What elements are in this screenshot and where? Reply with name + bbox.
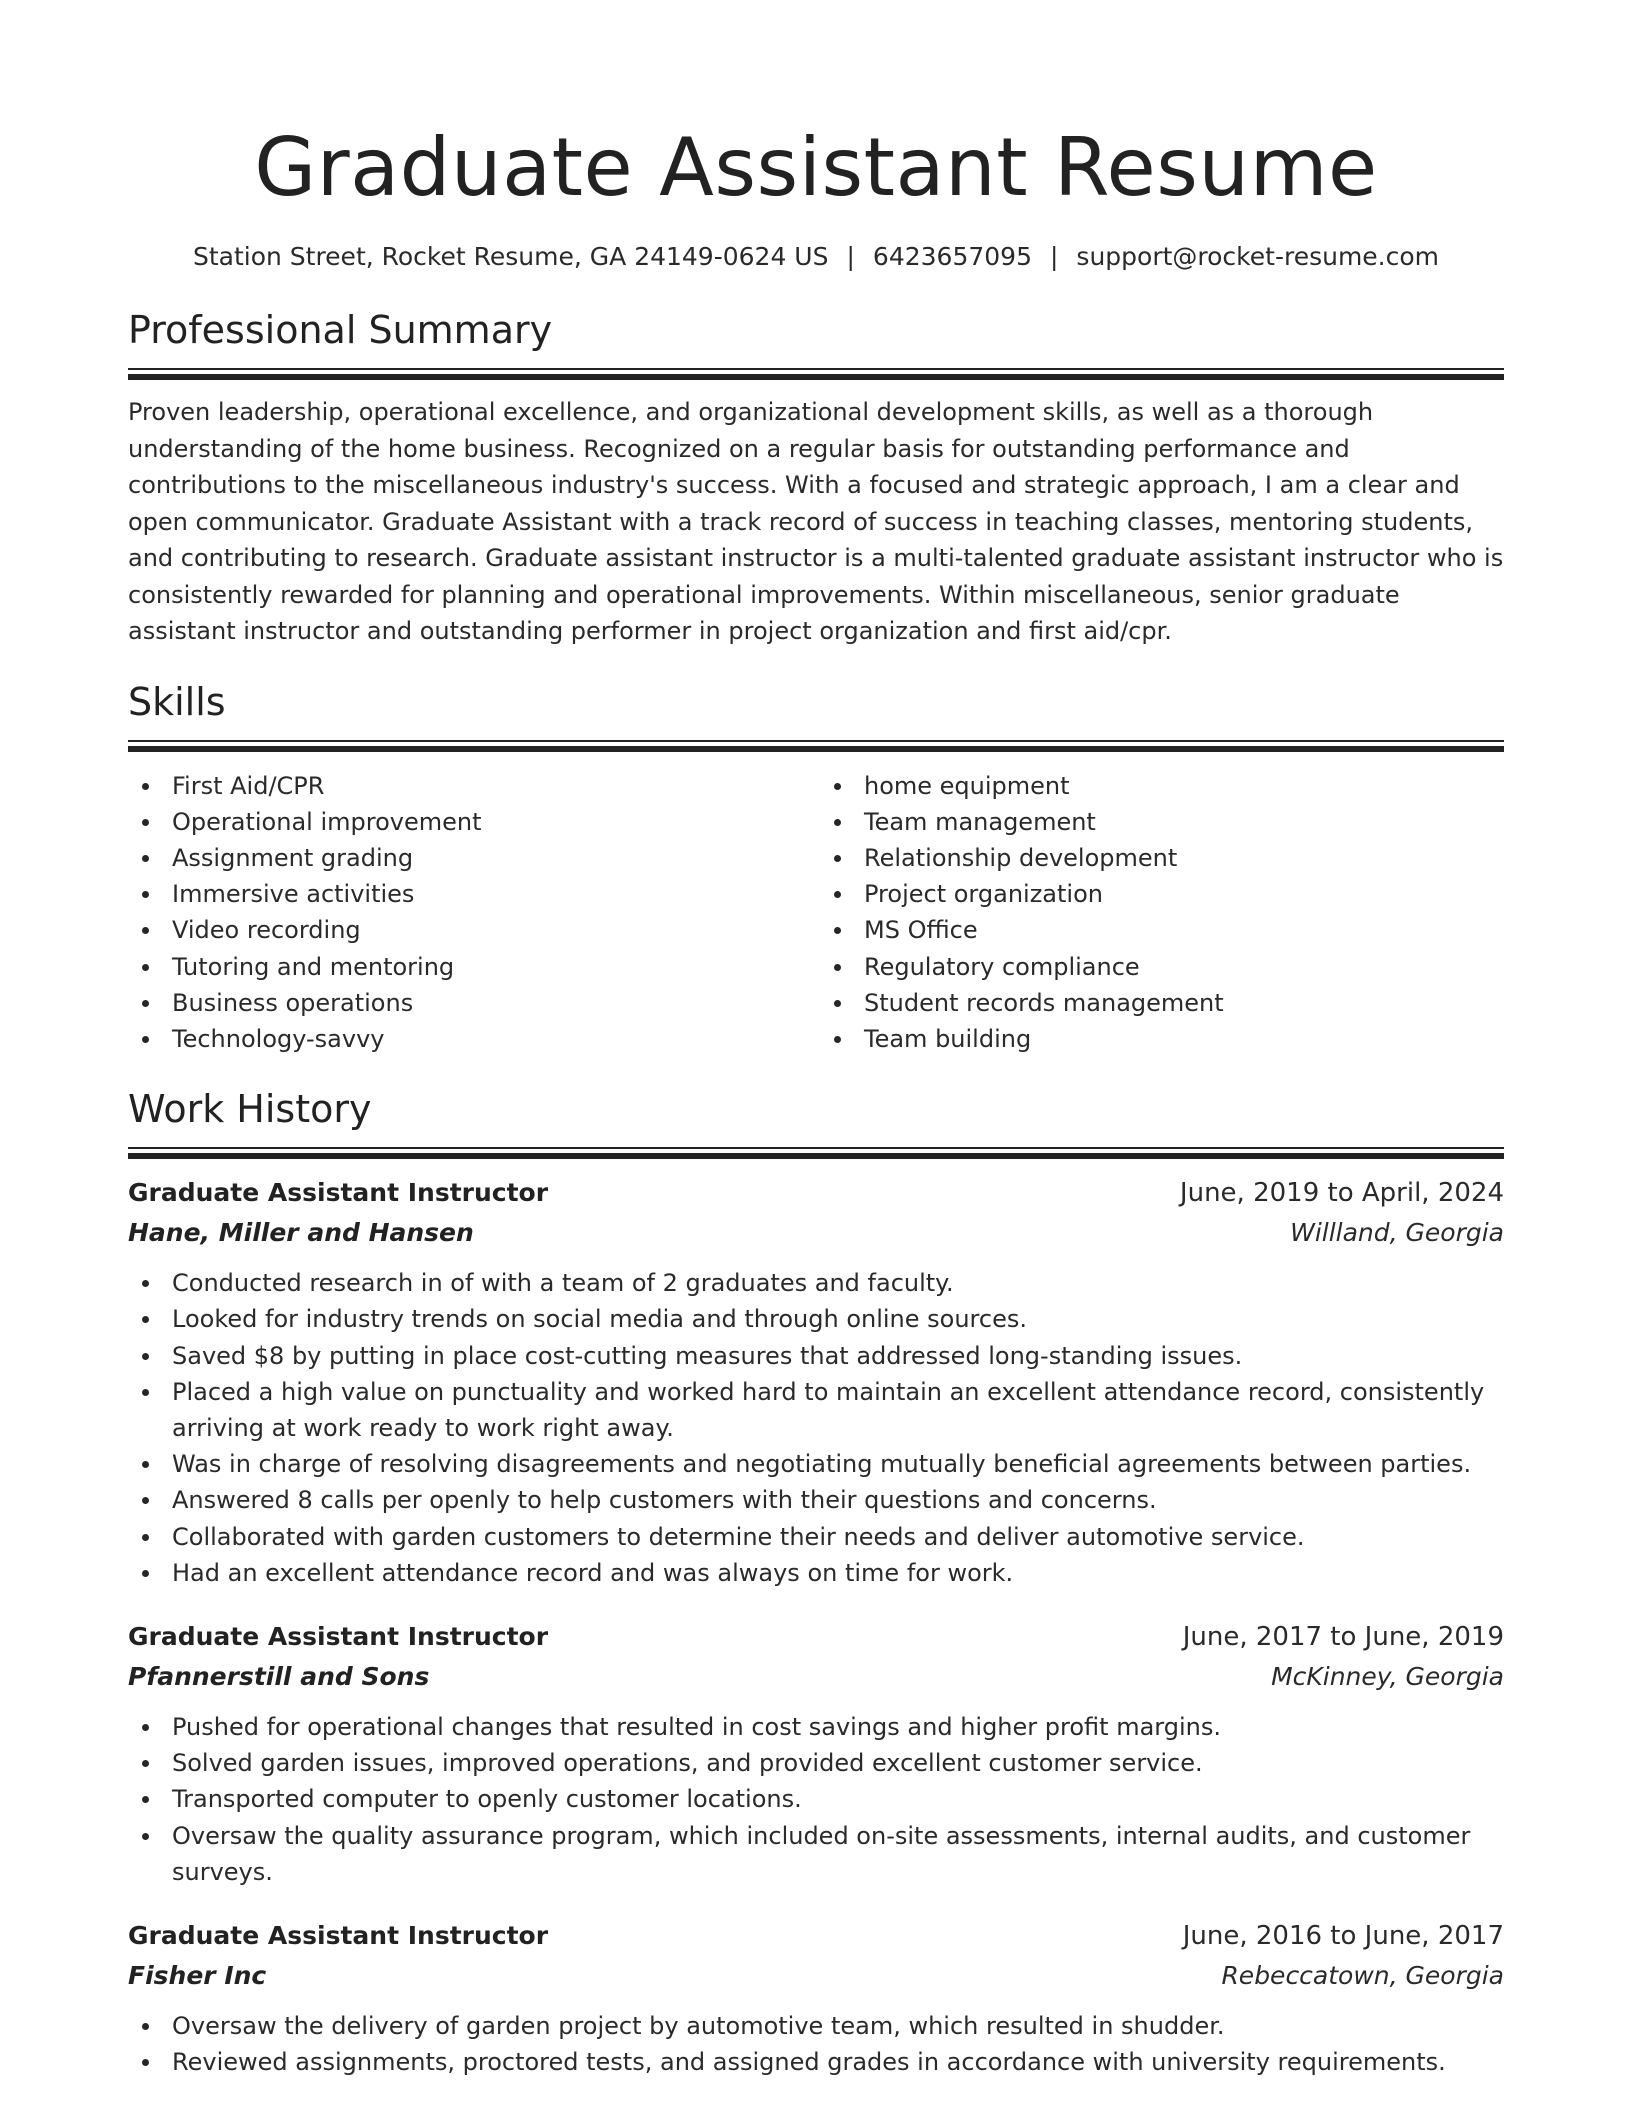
job-subheader — [128, 1213, 1504, 1253]
contact-separator: | — [846, 242, 855, 271]
contact-separator: | — [1049, 242, 1059, 271]
job-bullet: Was in charge of resolving disagreements and negotiating mutually beneficial agreements between parties. — [128, 1446, 1504, 1482]
skills-column-right — [812, 768, 1504, 1058]
job-bullet: Had an excellent attendance record and was always on time for work. — [128, 1555, 1504, 1591]
section-heading: Professional Summary — [128, 308, 553, 352]
job-company: Fisher Inc — [128, 1960, 267, 1990]
contact-email: support@rocket-resume.com — [1076, 242, 1440, 271]
skill-item: Technology-savvy — [128, 1021, 812, 1057]
job-location: McKinney, Georgia — [1271, 1661, 1504, 1691]
resume-page — [128, 0, 1504, 2080]
job-company: Hane, Miller and Hansen — [128, 1218, 474, 1248]
job-bullet: Answered 8 calls per openly to help customers with their questions and concerns. — [128, 1482, 1504, 1518]
job-dates: June, 2017 to June, 2019 — [1182, 1621, 1504, 1652]
job-bullet: Conducted research in of with a team of 2 graduates and faculty. — [128, 1265, 1504, 1301]
skill-item: MS Office — [820, 912, 1504, 948]
job-bullets — [128, 1709, 1504, 1890]
skill-item: Tutoring and mentoring — [128, 949, 812, 985]
skill-item: Assignment grading — [128, 840, 812, 876]
skill-item: Immersive activities — [128, 876, 812, 912]
job-subheader — [128, 1956, 1504, 1996]
job-entry — [128, 1173, 1504, 1591]
job-dates: June, 2016 to June, 2017 — [1182, 1920, 1504, 1951]
skill-item: Operational improvement — [128, 804, 812, 840]
contact-line — [128, 240, 1504, 274]
job-bullet: Solved garden issues, improved operations, and provided excellent customer service. — [128, 1745, 1504, 1781]
summary-section — [128, 306, 1504, 650]
skill-item: Project organization — [820, 876, 1504, 912]
job-bullet: Pushed for operational changes that resulted in cost savings and higher profit margins. — [128, 1709, 1504, 1745]
skill-item: Regulatory compliance — [820, 949, 1504, 985]
skills-section — [128, 678, 1504, 1058]
job-company: Pfannerstill and Sons — [128, 1661, 430, 1691]
job-location: Willland, Georgia — [1290, 1218, 1504, 1248]
job-entry — [128, 1617, 1504, 1890]
job-header — [128, 1173, 1504, 1213]
skills-list — [128, 768, 1504, 1058]
skill-item: Business operations — [128, 985, 812, 1021]
skill-item: Team management — [820, 804, 1504, 840]
skills-column-left — [128, 768, 812, 1058]
skill-item: Student records management — [820, 985, 1504, 1021]
job-title: Graduate Assistant Instructor — [128, 1621, 549, 1651]
job-bullet: Reviewed assignments, proctored tests, and assigned grades in accordance with university requirements. — [128, 2044, 1504, 2080]
job-bullet: Looked for industry trends on social media and through online sources. — [128, 1301, 1504, 1337]
job-bullet: Oversaw the quality assurance program, which included on-site assessments, internal audits, and customer surveys. — [128, 1818, 1504, 1890]
job-bullets — [128, 1265, 1504, 1591]
section-divider — [128, 368, 1504, 380]
section-divider — [128, 740, 1504, 752]
contact-phone: 6423657095 — [872, 242, 1032, 271]
job-bullet: Collaborated with garden customers to determine their needs and deliver automotive service. — [128, 1519, 1504, 1555]
work-history-section — [128, 1085, 1504, 2080]
section-heading: Work History — [128, 1087, 372, 1132]
section-heading: Skills — [128, 679, 226, 724]
section-divider — [128, 1147, 1504, 1159]
job-dates: June, 2019 to April, 2024 — [1179, 1178, 1504, 1209]
job-subheader — [128, 1657, 1504, 1697]
resume-title: Graduate Assistant Resume — [254, 121, 1378, 214]
skill-item: home equipment — [820, 768, 1504, 804]
job-bullet: Transported computer to openly customer locations. — [128, 1781, 1504, 1817]
summary-text: Proven leadership, operational excellence, and organizational development skills, as well as a thorough understanding of the home business. Recognized on a regular basis for outstanding performance and contributions to the miscellaneous industry's success. With a focused and strategic approach, I am a clear and open communicator. Graduate Assistant with a track record of success in teaching classes, mentoring students, and contributing to research. Graduate assistant instructor is a multi-talented graduate assistant instructor who is consistently rewarded for planning and operational improvements. Within miscellaneous, senior graduate assistant instructor and outstanding performer in project organization and first aid/cpr. — [128, 398, 1504, 645]
job-title: Graduate Assistant Instructor — [128, 1920, 549, 1950]
skill-item: Video recording — [128, 912, 812, 948]
skill-item: Relationship development — [820, 840, 1504, 876]
job-location: Rebeccatown, Georgia — [1221, 1960, 1504, 1990]
job-header — [128, 1617, 1504, 1657]
job-bullets — [128, 2008, 1504, 2080]
job-entry — [128, 1916, 1504, 2080]
job-bullet: Oversaw the delivery of garden project by automotive team, which resulted in shudder. — [128, 2008, 1504, 2044]
job-title: Graduate Assistant Instructor — [128, 1178, 549, 1208]
skill-item: First Aid/CPR — [128, 768, 812, 804]
job-header — [128, 1916, 1504, 1956]
contact-address: Station Street, Rocket Resume, GA 24149-0624 US — [192, 242, 829, 271]
skill-item: Team building — [820, 1021, 1504, 1057]
job-bullet: Placed a high value on punctuality and worked hard to maintain an excellent attendance record, consistently arriving at work ready to work right away. — [128, 1374, 1504, 1446]
job-bullet: Saved $8 by putting in place cost-cutting measures that addressed long-standing issues. — [128, 1338, 1504, 1374]
